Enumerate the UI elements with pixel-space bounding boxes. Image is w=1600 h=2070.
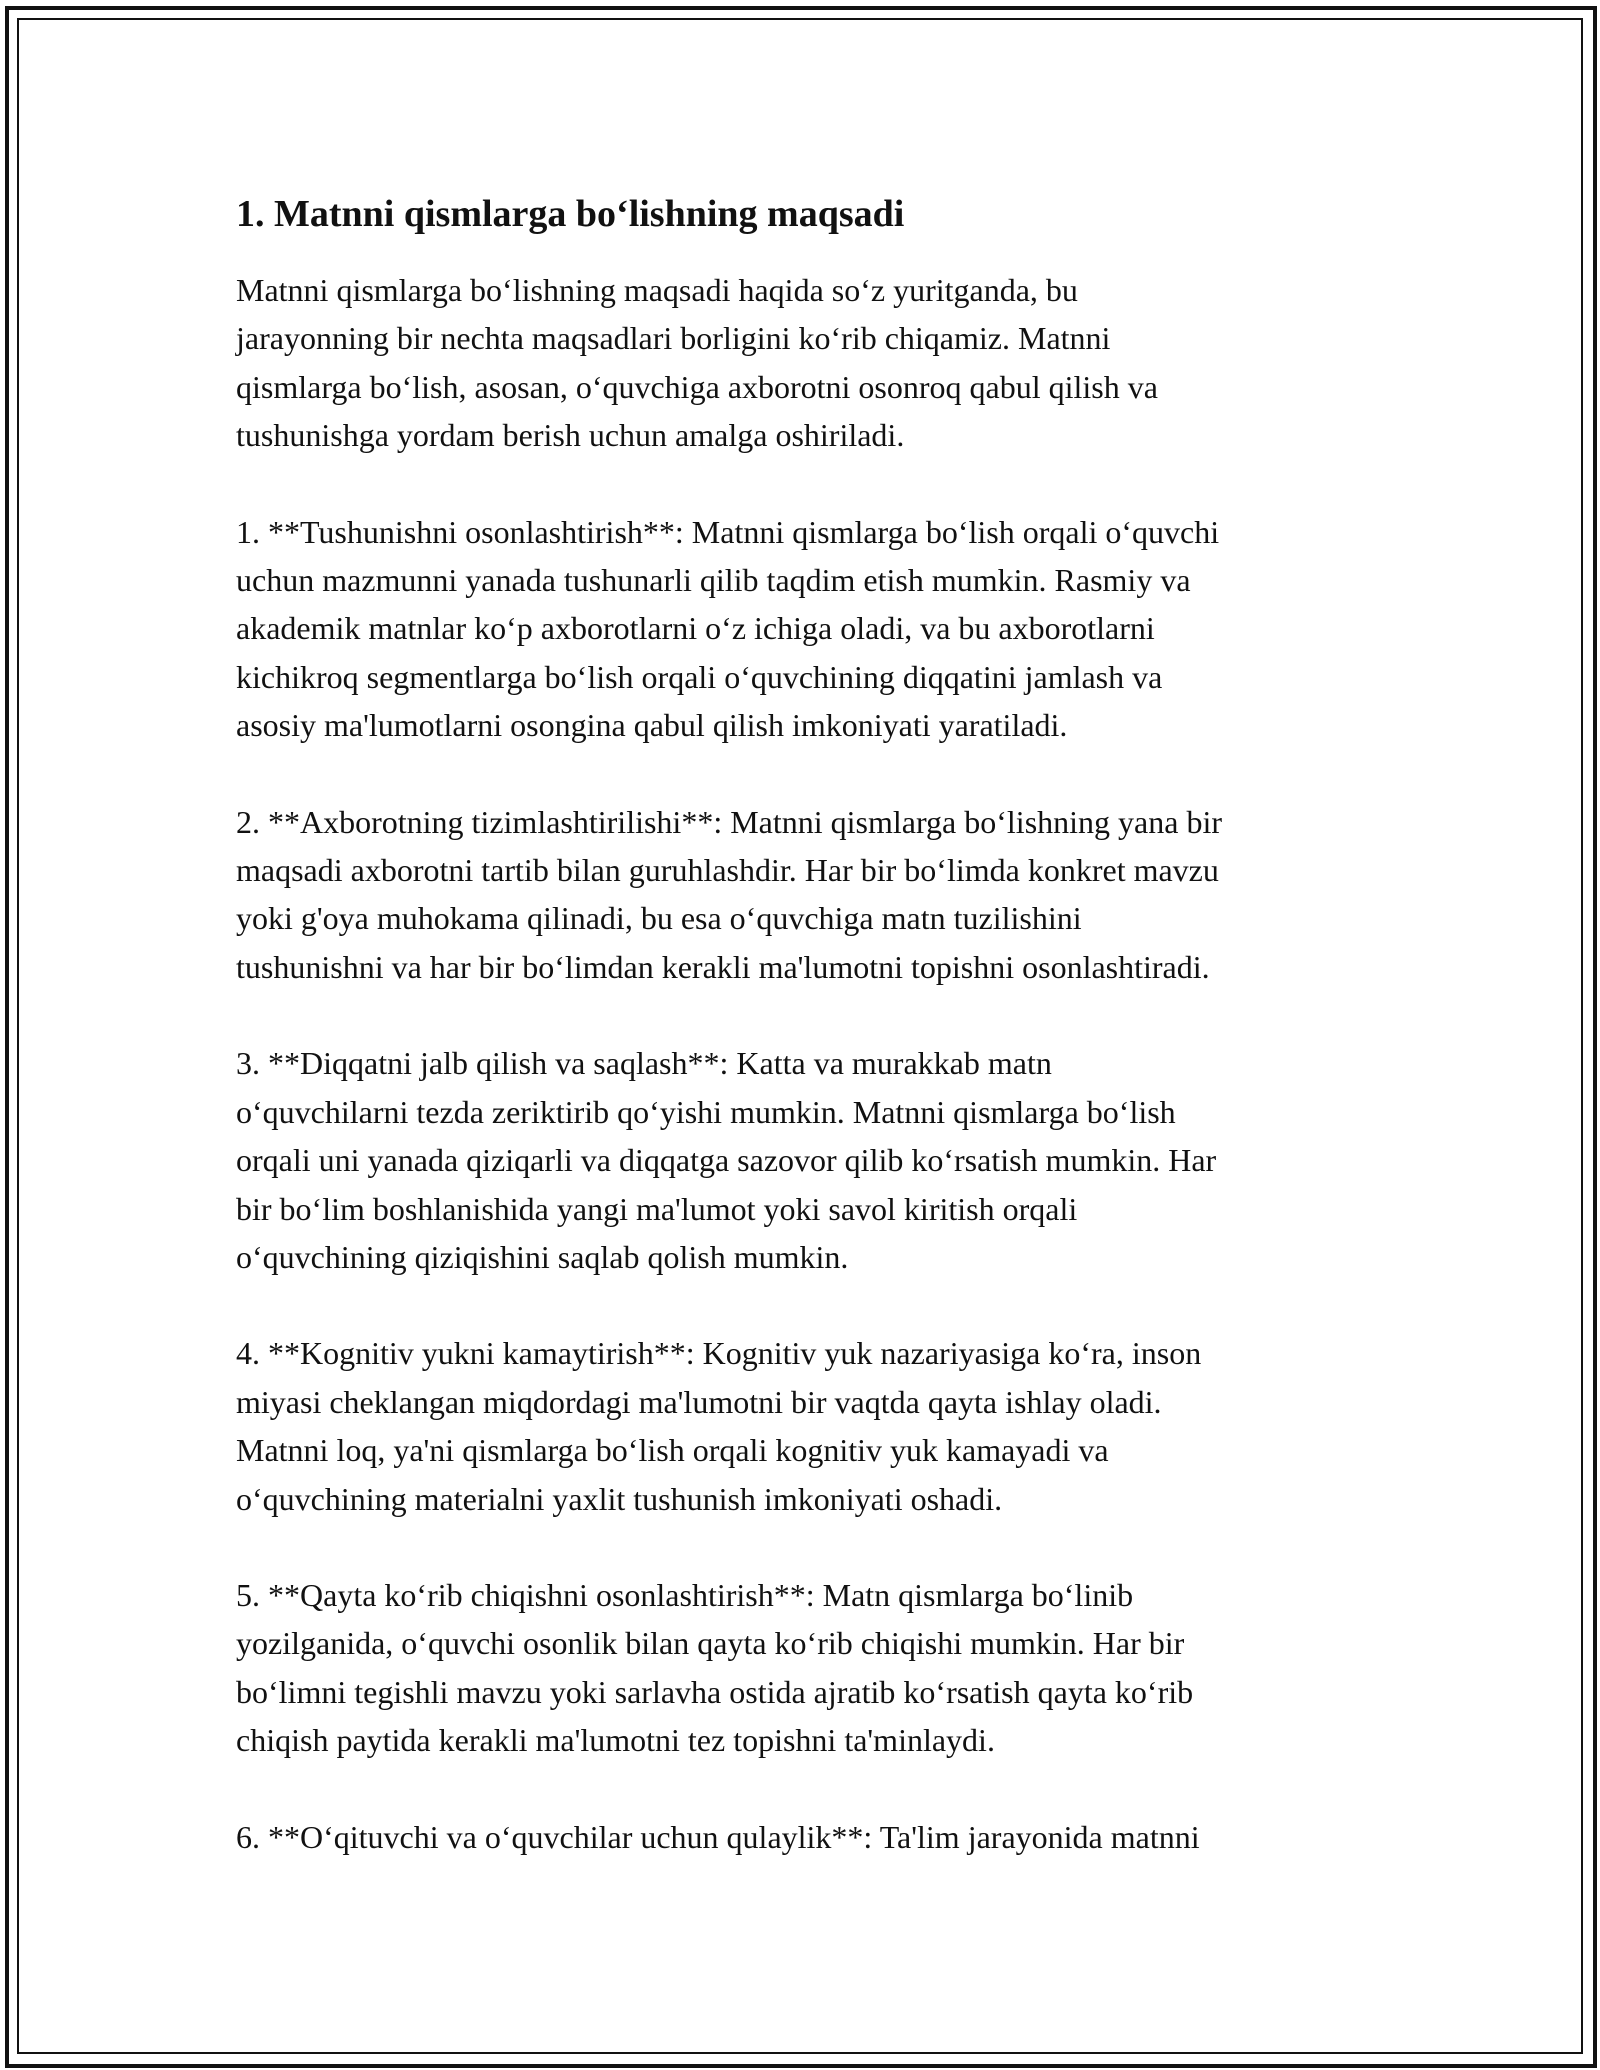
list-item-5: 5. **Qayta ko‘rib chiqishni osonlashtirish**: Matn qismlarga bo‘linib yozilganida, o‘quvchi osonlik bilan qayta ko‘rib chiqishi mumkin. Har bir bo‘limni tegishli mavzu yoki sarlavha ostida ajratib ko‘rsatish qayta ko‘rib chiqish paytida kerakli ma'lumotni tez topishni ta'minlaydi. [236,1576,1194,1759]
list-item-4: 4. **Kognitiv yukni kamaytirish**: Kognitiv yuk nazariyasiga ko‘ra, inson miyasi cheklangan miqdordagi ma'lumotni bir vaqtda qayta ishlay oladi. Matnni loq, ya'ni qismlarga bo‘lish orqali kognitiv yuk kamayadi va o‘quvchining materialni yaxlit tushunish imkoniyati oshadi. [236,1335,1202,1517]
list-item-2: 2. **Axborotning tizimlashtirilishi**: Matnni qismlarga bo‘lishning yana bir maqsadi axborotni tartib bilan guruhlashdir. Har bir bo‘limda konkret mavzu yoki g'oya muhokama qilinadi, bu esa o‘quvchiga matn tuzilishini tushunishni va har bir bo‘limdan kerakli ma'lumotni topishni osonlashtiradi. [236,803,1222,985]
intro-paragraph: Matnni qismlarga bo‘lishning maqsadi haqida so‘z yuritganda, bu jarayonning bir nechta maqsadlari borligini ko‘rib chiqamiz. Matnni qismlarga bo‘lish, asosan, o‘quvchiga axborotni osonroq qabul qilish va tushunishga yordam berish uchun amalga oshiriladi. [236,272,1158,454]
document-body [236,188,1396,1909]
list-item-6: 6. **O‘qituvchi va o‘quvchilar uchun qulaylik**: Ta'lim jarayonida matnni [236,1818,1200,1855]
list-item-1: 1. **Tushunishni osonlashtirish**: Matnni qismlarga bo‘lish orqali o‘quvchi uchun mazmunni yanada tushunarli qilib taqdim etish mumkin. Rasmiy va akademik matnlar ko‘p axborotlarni o‘z ichiga oladi, va bu axborotlarni kichikroq segmentlarga bo‘lish orqali o‘quvchining diqqatini jamlash va asosiy ma'lumotlarni osongina qabul qilish imkoniyati yaratiladi. [236,513,1220,744]
document-title: 1. Matnni qismlarga bo‘lishning maqsadi [236,193,905,235]
list-item-3: 3. **Diqqatni jalb qilish va saqlash**: Katta va murakkab matn o‘quvchilarni tezda zeriktirib qo‘yishi mumkin. Matnni qismlarga bo‘lish orqali uni yanada qiziqarli va diqqatga sazovor qilib ko‘rsatish mumkin. Har bir bo‘lim boshlanishida yangi ma'lumot yoki savol kiritish orqali o‘quvchining qiziqishini saqlab qolish mumkin. [236,1045,1217,1275]
